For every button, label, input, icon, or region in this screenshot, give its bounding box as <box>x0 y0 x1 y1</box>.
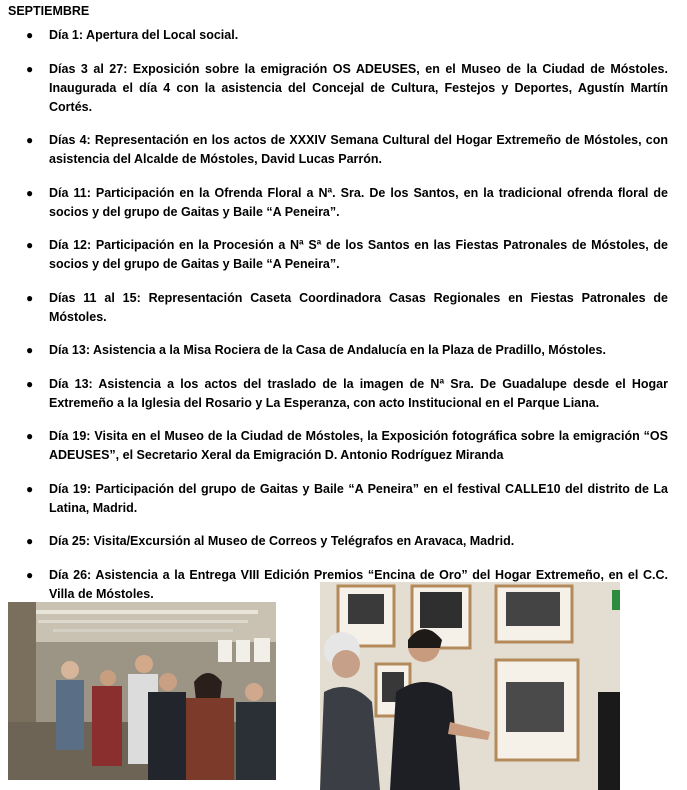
item-text: Día 13: Asistencia a la Misa Rociera de la Casa de Andalucía en la Plaza de Pradillo, Móstoles. <box>49 343 606 357</box>
exhibition-visit-photo <box>8 602 276 780</box>
green-marker <box>612 590 620 610</box>
list-item <box>0 131 687 169</box>
list-item <box>0 236 687 274</box>
item-text: Día 19: Visita en el Museo de la Ciudad de Móstoles, la Exposición fotográfica sobre la emigración “OS ADEUSES”, el Secretario Xeral da Emigración D. Antonio Rodríguez Miranda <box>49 429 668 462</box>
item-text: Días 3 al 27: Exposición sobre la emigración OS ADEUSES, en el Museo de la Ciudad de Móstoles. Inaugurada el día 4 con la asistencia del Concejal de Cultura, Festejos y Deportes, Agustín Martín Cortés. <box>49 61 668 114</box>
bullet-icon: ● <box>26 185 34 200</box>
bullet-icon: ● <box>26 238 34 252</box>
bullet-icon: ● <box>26 61 34 76</box>
item-text: Día 19: Participación del grupo de Gaitas y Baile “A Peneira” en el festival CALLE10 del distrito de La Latina, Madrid. <box>49 481 668 515</box>
bullet-icon: ● <box>26 133 34 147</box>
list-item <box>0 375 687 413</box>
item-text: Días 4: Representación en los actos de XXXIV Semana Cultural del Hogar Extremeño de Móstoles, con asistencia del Alcalde de Móstoles, David Lucas Parrón. <box>49 133 668 166</box>
list-item <box>0 532 687 551</box>
page-heading: SEPTIEMBRE <box>8 4 90 18</box>
list-item <box>0 341 687 360</box>
item-text: Día 13: Asistencia a los actos del traslado de la imagen de Nª Sra. De Guadalupe desde el Hogar Extremeño a la Iglesia del Rosario y La Esperanza, con acto Institucional en el Parque Liana. <box>49 376 668 410</box>
list-item <box>0 26 687 45</box>
item-text: Día 1: Apertura del Local social. <box>49 28 239 42</box>
photo-exhibition-image <box>320 582 620 790</box>
item-text: Día 26: Asistencia a la Entrega VIII Edición Premios “Encina de Oro” del Hogar Extremeño, en el C.C. Villa de Móstoles. <box>49 567 668 601</box>
list-item <box>0 427 687 465</box>
bullet-icon: ● <box>26 481 34 496</box>
bullet-icon: ● <box>26 28 34 42</box>
list-item <box>0 480 687 518</box>
list-item <box>0 60 687 117</box>
bullet-icon: ● <box>26 429 34 443</box>
bullet-icon: ● <box>26 290 34 305</box>
exhibition-visit-image <box>8 602 276 780</box>
bullet-icon: ● <box>26 343 34 357</box>
bullet-icon: ● <box>26 567 34 582</box>
bullet-icon: ● <box>26 534 34 548</box>
item-text: Día 11: Participación en la Ofrenda Floral a Nª. Sra. De los Santos, en la tradicional ofrenda floral de socios y del grupo de Gaitas y Baile “A Peneira”. <box>49 185 668 219</box>
photo-exhibition-photo <box>320 582 620 790</box>
bullet-icon: ● <box>26 376 34 391</box>
list-item <box>0 289 687 327</box>
item-text: Día 25: Visita/Excursión al Museo de Correos y Telégrafos en Aravaca, Madrid. <box>49 534 515 548</box>
list-item <box>0 184 687 222</box>
item-text: Días 11 al 15: Representación Caseta Coordinadora Casas Regionales en Fiestas Patronales de Móstoles. <box>49 290 668 324</box>
item-text: Día 12: Participación en la Procesión a Nª Sª de los Santos en las Fiestas Patronales de Móstoles, de socios y del grupo de Gaitas y Baile “A Peneira”. <box>49 238 668 271</box>
event-list <box>0 26 687 618</box>
